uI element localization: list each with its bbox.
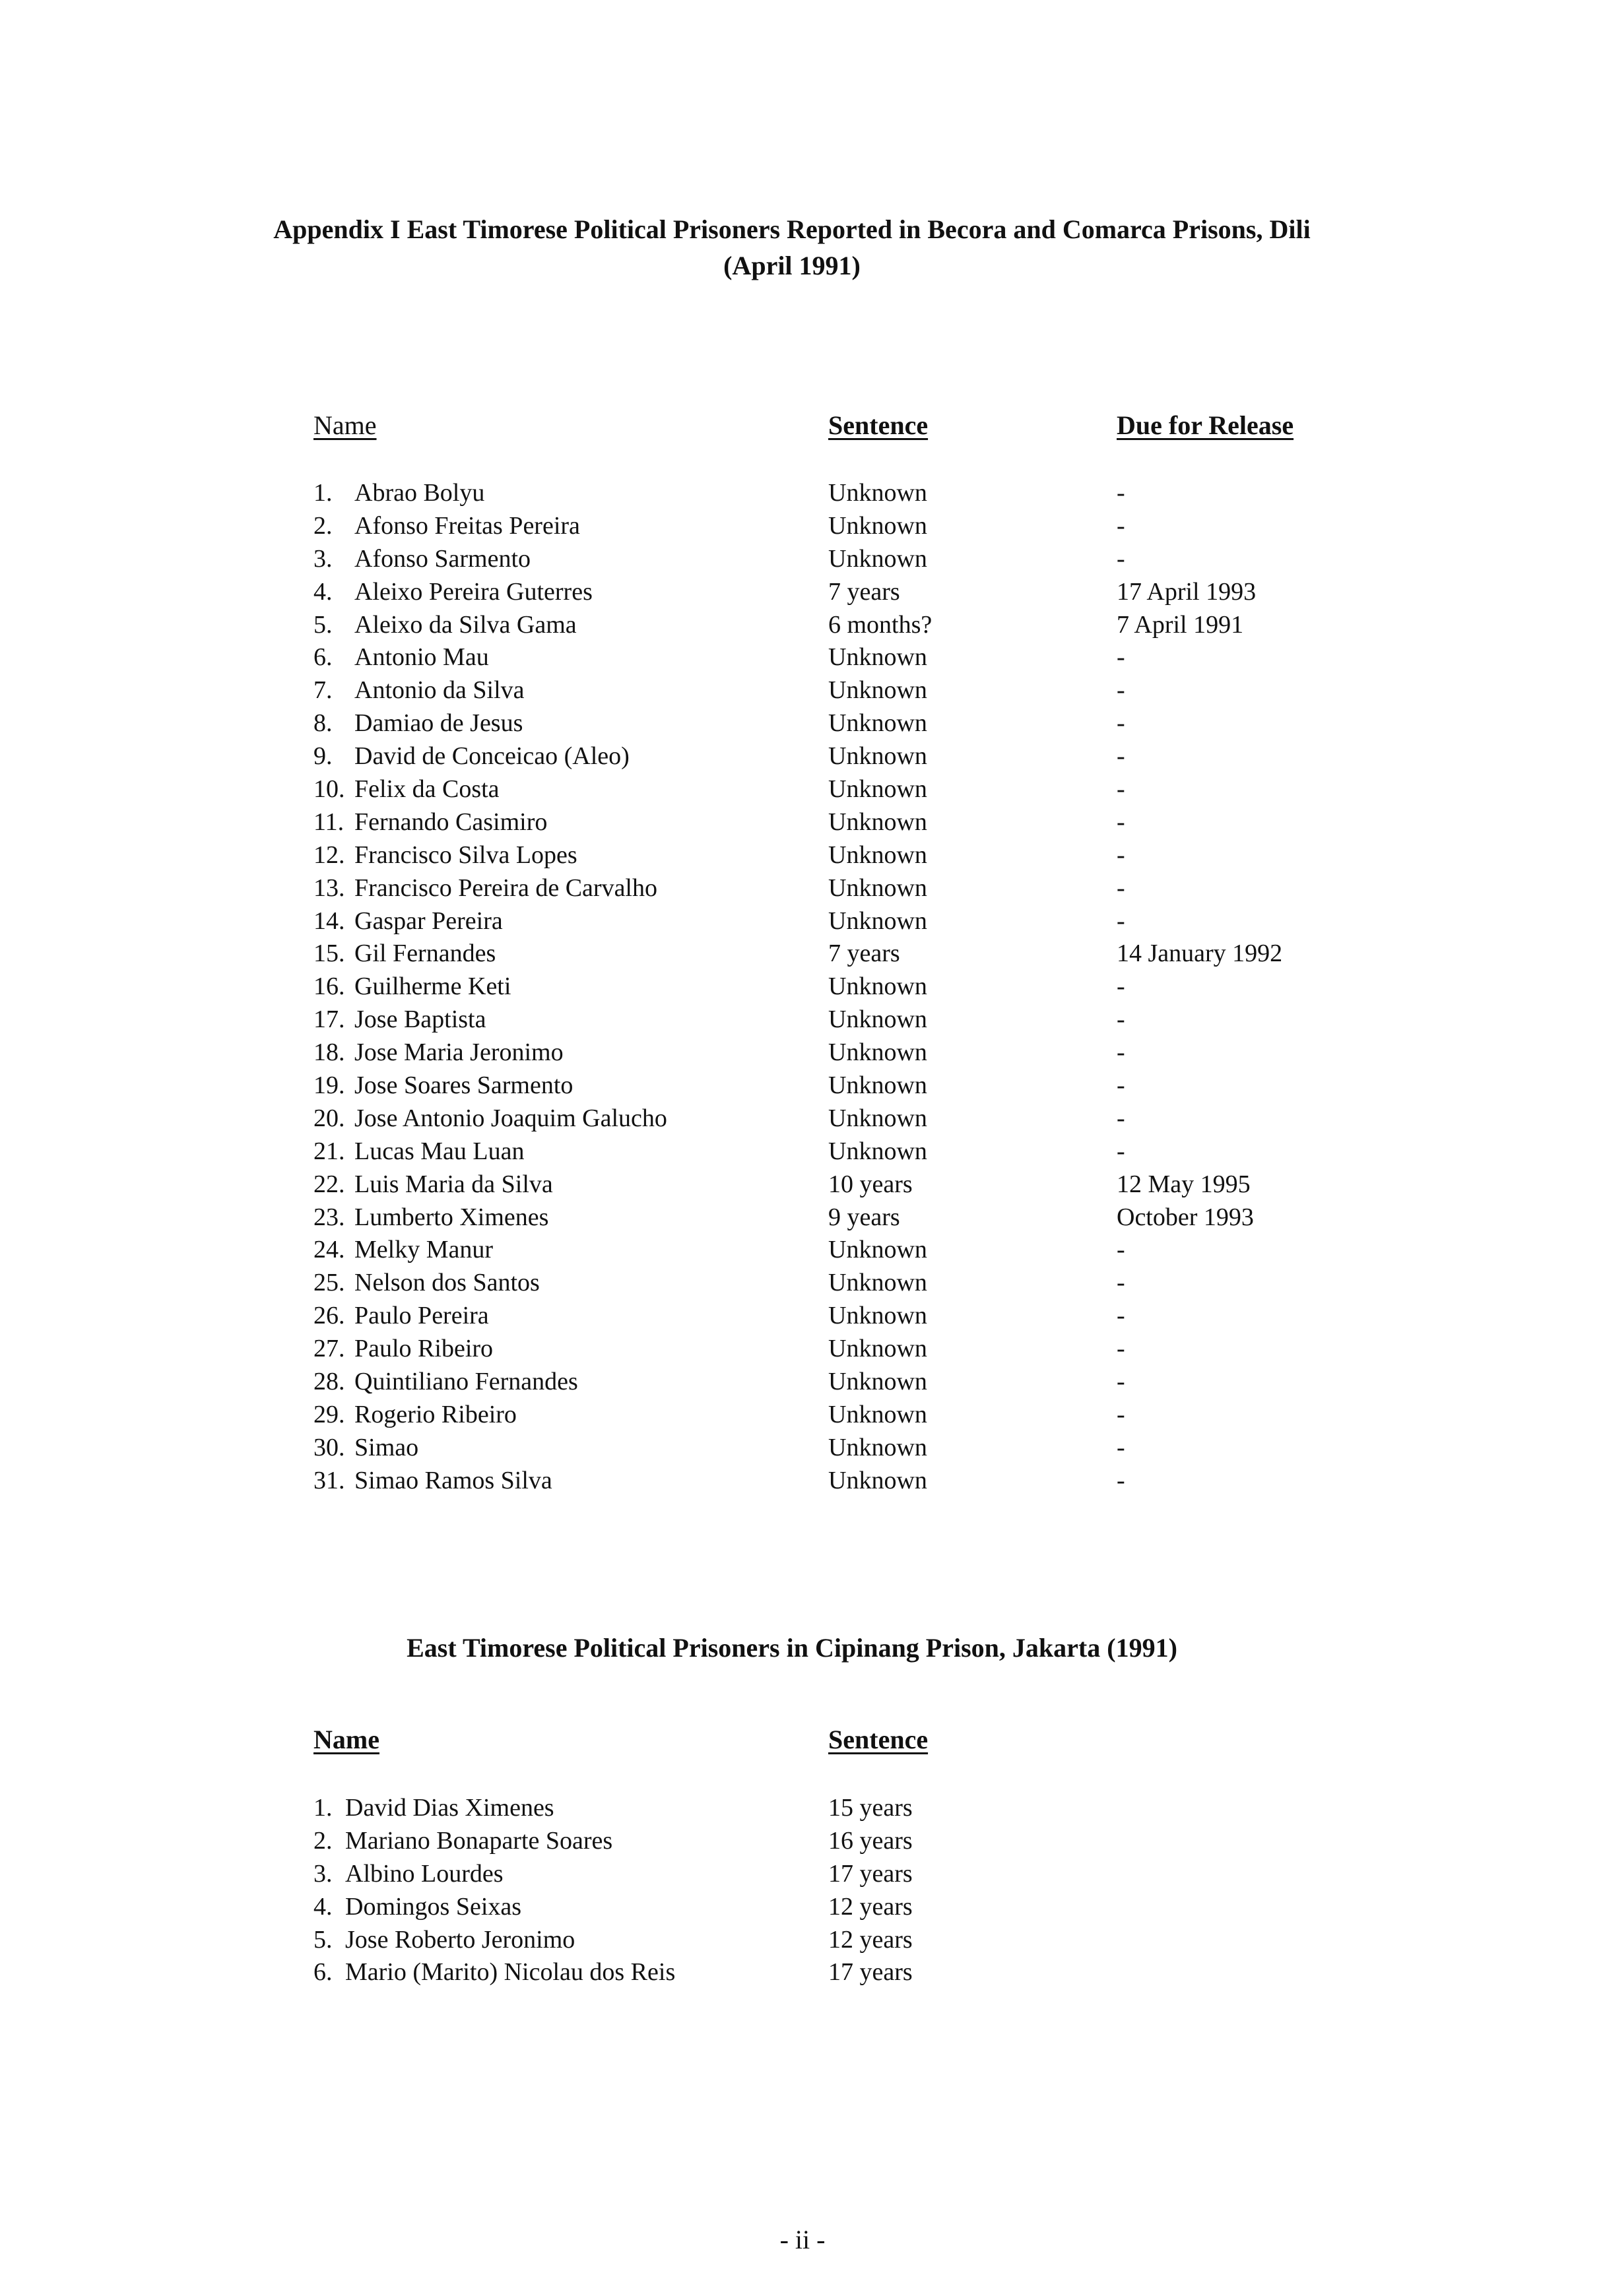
- sentence-value: Unknown: [828, 1071, 927, 1100]
- table-row: [313, 1398, 1369, 1431]
- row-number: 17.: [313, 1005, 345, 1034]
- sentence-value: 9 years: [828, 1203, 900, 1231]
- row-number: 14.: [313, 907, 345, 935]
- table1-header-name: Name: [313, 410, 377, 440]
- table-row: [313, 1201, 1369, 1234]
- prisoner-name: Simao Ramos Silva: [354, 1466, 552, 1494]
- row-number: 6.: [313, 643, 333, 672]
- release-value: -: [1117, 1071, 1125, 1100]
- row-number: 9.: [313, 742, 333, 771]
- sentence-value: 17 years: [828, 1958, 913, 1987]
- release-value: -: [1117, 1335, 1125, 1363]
- table-row: [313, 905, 1369, 938]
- sentence-value: 15 years: [828, 1794, 913, 1822]
- sentence-value: Unknown: [828, 841, 927, 869]
- prisoner-name: Luis Maria da Silva: [354, 1170, 553, 1198]
- row-number: 2.: [313, 511, 333, 540]
- sentence-value: Unknown: [828, 1236, 927, 1264]
- release-value: -: [1117, 973, 1125, 1001]
- table-row: [313, 1956, 973, 1989]
- release-value: -: [1117, 1137, 1125, 1165]
- release-value: -: [1117, 775, 1125, 804]
- row-number: 27.: [313, 1335, 345, 1363]
- table-row: [313, 707, 1369, 740]
- row-number: 1.: [313, 479, 333, 507]
- row-number: 13.: [313, 874, 345, 902]
- table-row: [313, 872, 1369, 905]
- sentence-value: Unknown: [828, 1137, 927, 1165]
- row-number: 21.: [313, 1137, 345, 1165]
- prisoner-name: Jose Soares Sarmento: [354, 1071, 573, 1100]
- row-number: 28.: [313, 1368, 345, 1396]
- table-row: [313, 1135, 1369, 1168]
- sentence-value: 6 months?: [828, 610, 933, 639]
- table1-header-sentence: Sentence: [828, 410, 929, 440]
- sentence-value: Unknown: [828, 808, 927, 836]
- prisoner-name: Jose Antonio Joaquim Galucho: [354, 1104, 667, 1132]
- row-number: 30.: [313, 1433, 345, 1461]
- sentence-value: Unknown: [828, 775, 927, 804]
- release-value: -: [1117, 1005, 1125, 1034]
- table2-header-sentence: Sentence: [828, 1725, 929, 1754]
- release-value: -: [1117, 808, 1125, 836]
- table-row: [313, 1102, 1369, 1135]
- prisoner-name: Simao: [354, 1433, 419, 1461]
- prisoner-name: Jose Maria Jeronimo: [354, 1038, 564, 1067]
- prisoner-name: Mariano Bonaparte Soares: [345, 1826, 613, 1855]
- sentence-value: Unknown: [828, 1104, 927, 1132]
- prisoner-name: Nelson dos Santos: [354, 1269, 540, 1297]
- prisoner-name: Antonio da Silva: [354, 676, 525, 705]
- row-number: 16.: [313, 973, 345, 1001]
- prisoner-name: Felix da Costa: [354, 775, 500, 804]
- sentence-value: Unknown: [828, 1466, 927, 1494]
- sentence-value: Unknown: [828, 1038, 927, 1067]
- prisoner-name: David Dias Ximenes: [345, 1794, 554, 1822]
- cipinang-prisoner-list: [313, 1791, 973, 1989]
- prisoner-name: Paulo Ribeiro: [354, 1335, 494, 1363]
- page-number: - ii -: [779, 2225, 826, 2254]
- row-number: 23.: [313, 1203, 345, 1231]
- table-row: [313, 608, 1369, 641]
- table-row: [313, 773, 1369, 806]
- row-number: 3.: [313, 544, 333, 573]
- table-row: [313, 674, 1369, 707]
- release-value: October 1993: [1117, 1203, 1254, 1231]
- sentence-value: Unknown: [828, 907, 927, 935]
- prisoner-name: Albino Lourdes: [345, 1859, 504, 1888]
- table-row: [313, 1890, 973, 1923]
- prisoner-name: Abrao Bolyu: [354, 479, 485, 507]
- row-number: 1.: [313, 1794, 333, 1822]
- row-number: 4.: [313, 1892, 333, 1921]
- release-value: -: [1117, 907, 1125, 935]
- row-number: 20.: [313, 1104, 345, 1132]
- row-number: 12.: [313, 841, 345, 869]
- table-row: [313, 1365, 1369, 1398]
- table-row: [313, 1003, 1369, 1036]
- release-value: -: [1117, 1269, 1125, 1297]
- prisoner-name: Guilherme Keti: [354, 973, 511, 1001]
- row-number: 8.: [313, 709, 333, 738]
- sentence-value: Unknown: [828, 1269, 927, 1297]
- row-number: 24.: [313, 1236, 345, 1264]
- sentence-value: Unknown: [828, 479, 927, 507]
- table-row: [313, 1923, 973, 1956]
- prisoner-name: Damiao de Jesus: [354, 709, 523, 738]
- table-row: [313, 1266, 1369, 1299]
- prisoner-name: David de Conceicao (Aleo): [354, 742, 630, 771]
- sentence-value: Unknown: [828, 511, 927, 540]
- row-number: 5.: [313, 1925, 333, 1954]
- sentence-value: Unknown: [828, 1005, 927, 1034]
- row-number: 18.: [313, 1038, 345, 1067]
- prisoner-name: Lumberto Ximenes: [354, 1203, 549, 1231]
- prisoner-name: Aleixo Pereira Guterres: [354, 577, 593, 606]
- release-value: -: [1117, 1104, 1125, 1132]
- release-value: -: [1117, 709, 1125, 738]
- prisoner-name: Antonio Mau: [354, 643, 489, 672]
- release-value: 12 May 1995: [1117, 1170, 1251, 1198]
- table2-header-name: Name: [313, 1725, 379, 1754]
- row-number: 22.: [313, 1170, 345, 1198]
- table-row: [313, 1824, 973, 1857]
- release-value: -: [1117, 1400, 1125, 1428]
- prisoner-name: Gaspar Pereira: [354, 907, 503, 935]
- release-value: -: [1117, 742, 1125, 771]
- table-row: [313, 1233, 1369, 1266]
- prisoner-name: Afonso Sarmento: [354, 544, 531, 573]
- prisoner-name: Melky Manur: [354, 1236, 494, 1264]
- sentence-value: Unknown: [828, 1433, 927, 1461]
- row-number: 15.: [313, 940, 345, 968]
- table-row: [313, 1069, 1369, 1102]
- release-value: -: [1117, 1368, 1125, 1396]
- prisoner-name: Lucas Mau Luan: [354, 1137, 525, 1165]
- cipinang-title: East Timorese Political Prisoners in Cipinang Prison, Jakarta (1991): [407, 1633, 1177, 1663]
- prisoner-name: Rogerio Ribeiro: [354, 1400, 517, 1428]
- release-value: -: [1117, 643, 1125, 672]
- table-row: [313, 1299, 1369, 1332]
- prisoner-name: Gil Fernandes: [354, 940, 496, 968]
- row-number: 2.: [313, 1826, 333, 1855]
- row-number: 25.: [313, 1269, 345, 1297]
- table-row: [313, 1168, 1369, 1201]
- table-row: [313, 1857, 973, 1890]
- sentence-value: Unknown: [828, 1400, 927, 1428]
- row-number: 4.: [313, 577, 333, 606]
- sentence-value: 7 years: [828, 577, 900, 606]
- sentence-value: Unknown: [828, 676, 927, 705]
- release-value: 14 January 1992: [1117, 940, 1283, 968]
- release-value: -: [1117, 511, 1125, 540]
- prisoner-name: Aleixo da Silva Gama: [354, 610, 577, 639]
- prisoner-name: Afonso Freitas Pereira: [354, 511, 580, 540]
- release-value: -: [1117, 874, 1125, 902]
- sentence-value: Unknown: [828, 1335, 927, 1363]
- release-value: -: [1117, 1466, 1125, 1494]
- row-number: 29.: [313, 1400, 345, 1428]
- release-value: 17 April 1993: [1117, 577, 1257, 606]
- table-row: [313, 806, 1369, 839]
- table1-header-release: Due for Release: [1117, 410, 1294, 440]
- row-number: 7.: [313, 676, 333, 705]
- prisoner-name: Jose Baptista: [354, 1005, 486, 1034]
- table-row: [313, 542, 1369, 575]
- release-value: -: [1117, 841, 1125, 869]
- row-number: 10.: [313, 775, 345, 804]
- release-value: -: [1117, 1302, 1125, 1330]
- table-row: [313, 1464, 1369, 1497]
- prisoner-name: Jose Roberto Jeronimo: [345, 1925, 575, 1954]
- release-value: -: [1117, 1236, 1125, 1264]
- table-row: [313, 509, 1369, 542]
- sentence-value: 12 years: [828, 1892, 913, 1921]
- sentence-value: Unknown: [828, 643, 927, 672]
- appendix-title: Appendix I East Timorese Political Prisoners Reported in Becora and Comarca Prisons, Dili: [273, 214, 1311, 244]
- sentence-value: 12 years: [828, 1925, 913, 1954]
- appendix-date: (April 1991): [723, 251, 861, 280]
- table-row: [313, 937, 1369, 970]
- release-value: -: [1117, 676, 1125, 705]
- row-number: 31.: [313, 1466, 345, 1494]
- table-row: [313, 575, 1369, 608]
- prisoner-name: Francisco Pereira de Carvalho: [354, 874, 657, 902]
- table-row: [313, 1332, 1369, 1365]
- prisoner-name: Francisco Silva Lopes: [354, 841, 577, 869]
- table-row: [313, 476, 1369, 509]
- sentence-value: 17 years: [828, 1859, 913, 1888]
- release-value: 7 April 1991: [1117, 610, 1244, 639]
- prisoner-name: Mario (Marito) Nicolau dos Reis: [345, 1958, 676, 1987]
- sentence-value: Unknown: [828, 874, 927, 902]
- prisoner-name: Quintiliano Fernandes: [354, 1368, 578, 1396]
- table-row: [313, 1791, 973, 1824]
- sentence-value: Unknown: [828, 1302, 927, 1330]
- row-number: 19.: [313, 1071, 345, 1100]
- sentence-value: 16 years: [828, 1826, 913, 1855]
- prisoner-name: Paulo Pereira: [354, 1302, 489, 1330]
- row-number: 5.: [313, 610, 333, 639]
- becora-comarca-prisoner-list: [313, 476, 1369, 1497]
- sentence-value: Unknown: [828, 742, 927, 771]
- table-row: [313, 839, 1369, 872]
- table-row: [313, 970, 1369, 1003]
- table-row: [313, 1036, 1369, 1069]
- sentence-value: Unknown: [828, 544, 927, 573]
- sentence-value: 7 years: [828, 940, 900, 968]
- sentence-value: Unknown: [828, 973, 927, 1001]
- prisoner-name: Fernando Casimiro: [354, 808, 548, 836]
- prisoner-name: Domingos Seixas: [345, 1892, 522, 1921]
- release-value: -: [1117, 1433, 1125, 1461]
- release-value: -: [1117, 479, 1125, 507]
- sentence-value: Unknown: [828, 709, 927, 738]
- release-value: -: [1117, 1038, 1125, 1067]
- sentence-value: 10 years: [828, 1170, 913, 1198]
- row-number: 11.: [313, 808, 344, 836]
- sentence-value: Unknown: [828, 1368, 927, 1396]
- row-number: 6.: [313, 1958, 333, 1987]
- release-value: -: [1117, 544, 1125, 573]
- table-row: [313, 641, 1369, 674]
- row-number: 3.: [313, 1859, 333, 1888]
- table-row: [313, 740, 1369, 773]
- table-row: [313, 1431, 1369, 1464]
- row-number: 26.: [313, 1302, 345, 1330]
